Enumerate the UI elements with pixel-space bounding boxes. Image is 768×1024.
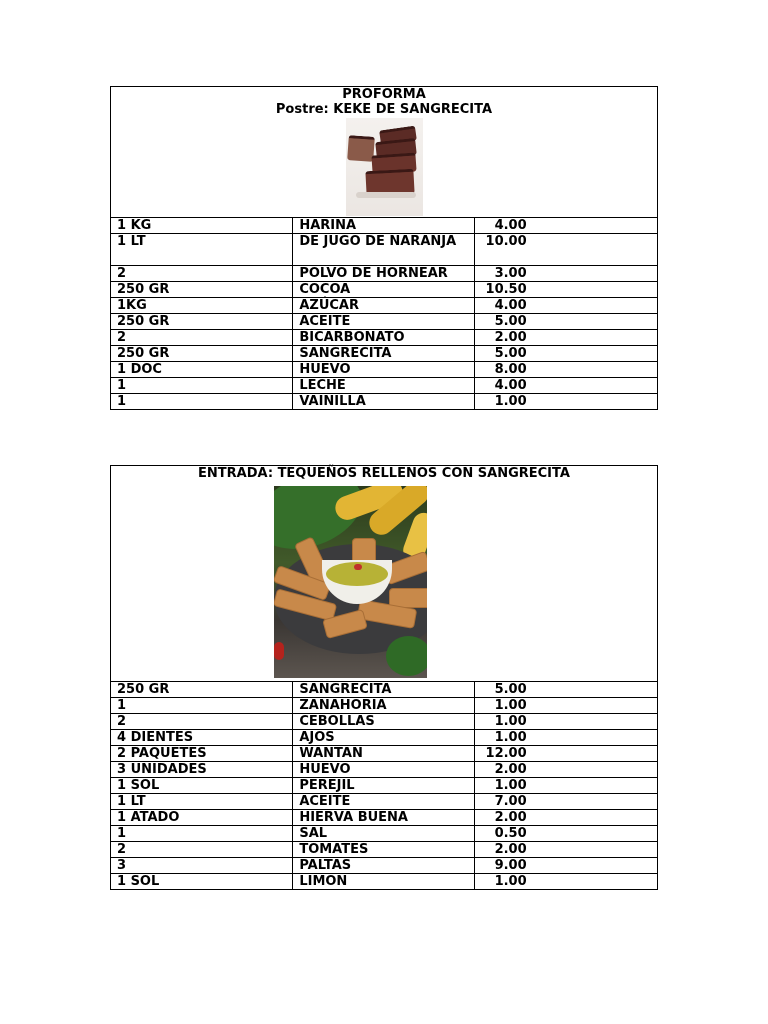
price-cell — [474, 842, 657, 858]
qty-cell: 1 SOL — [111, 778, 293, 794]
table-row — [111, 842, 658, 858]
price-cell — [474, 378, 657, 394]
price-value: 1.00 — [494, 698, 527, 713]
price-cell — [474, 714, 657, 730]
entrada-table — [110, 465, 658, 890]
price-cell — [474, 682, 657, 698]
qty-cell: 250 GR — [111, 314, 293, 330]
qty-cell: 3 — [111, 858, 293, 874]
item-cell: ACEITE — [293, 314, 474, 330]
qty-cell: 2 — [111, 266, 293, 282]
item-cell: AZÚCAR — [293, 298, 474, 314]
qty-cell: 1 LT — [111, 794, 293, 810]
table-row — [111, 810, 658, 826]
price-value: 5.00 — [494, 314, 527, 329]
price-cell — [474, 826, 657, 842]
price-cell — [474, 730, 657, 746]
price-cell — [474, 778, 657, 794]
qty-cell: 2 — [111, 842, 293, 858]
item-cell: TOMATES — [293, 842, 474, 858]
item-cell: HIERVA BUENA — [293, 810, 474, 826]
price-cell — [474, 218, 657, 234]
price-cell — [474, 858, 657, 874]
price-value: 10.00 — [485, 234, 527, 249]
qty-cell: 2 — [111, 714, 293, 730]
table-row — [111, 730, 658, 746]
qty-cell: 2 — [111, 330, 293, 346]
page-title: PROFORMA — [342, 87, 426, 102]
item-cell: ACEITE — [293, 794, 474, 810]
qty-cell: 250 GR — [111, 346, 293, 362]
qty-cell: 4 DIENTES — [111, 730, 293, 746]
price-value: 8.00 — [494, 362, 527, 377]
item-cell: ZANAHORIA — [293, 698, 474, 714]
tequenos-image — [274, 486, 427, 678]
price-value: 3.00 — [494, 266, 527, 281]
entrada-header-cell — [111, 466, 658, 682]
price-value: 9.00 — [494, 858, 527, 873]
qty-cell: 1 — [111, 698, 293, 714]
item-cell: CEBOLLAS — [293, 714, 474, 730]
price-value: 4.00 — [494, 218, 527, 233]
item-cell: LIMON — [293, 874, 474, 890]
price-cell — [474, 810, 657, 826]
price-value: 4.00 — [494, 378, 527, 393]
table-row — [111, 762, 658, 778]
item-cell: PEREJIL — [293, 778, 474, 794]
price-value: 2.00 — [494, 810, 527, 825]
table-row — [111, 682, 658, 698]
price-cell — [474, 266, 657, 282]
item-cell: PALTAS — [293, 858, 474, 874]
table-row — [111, 234, 658, 266]
item-cell: AJOS — [293, 730, 474, 746]
qty-cell: 1 — [111, 394, 293, 410]
table-row — [111, 346, 658, 362]
qty-cell: 1KG — [111, 298, 293, 314]
qty-cell: 250 GR — [111, 682, 293, 698]
table-row — [111, 794, 658, 810]
price-value: 5.00 — [494, 346, 527, 361]
item-cell: HUEVO — [293, 762, 474, 778]
qty-cell: 1 SOL — [111, 874, 293, 890]
price-value: 10.50 — [485, 282, 527, 297]
item-cell: WANTAN — [293, 746, 474, 762]
price-value: 1.00 — [494, 394, 527, 409]
postre-table — [110, 86, 658, 410]
item-cell: BICARBONATO — [293, 330, 474, 346]
table-row — [111, 826, 658, 842]
price-cell — [474, 794, 657, 810]
price-value: 1.00 — [494, 730, 527, 745]
table-row — [111, 714, 658, 730]
qty-cell: 250 GR — [111, 282, 293, 298]
table-row — [111, 282, 658, 298]
qty-cell: 1 LT — [111, 234, 293, 266]
price-cell — [474, 314, 657, 330]
table-row — [111, 362, 658, 378]
price-value: 5.00 — [494, 682, 527, 697]
cake-image — [346, 118, 423, 216]
item-cell: POLVO DE HORNEAR — [293, 266, 474, 282]
price-cell — [474, 282, 657, 298]
price-value: 0.50 — [494, 826, 527, 841]
price-cell — [474, 874, 657, 890]
qty-cell: 1 — [111, 826, 293, 842]
table-row — [111, 298, 658, 314]
price-cell — [474, 234, 657, 266]
price-value: 1.00 — [494, 874, 527, 889]
price-value: 7.00 — [494, 794, 527, 809]
item-cell: SAL — [293, 826, 474, 842]
postre-header-cell — [111, 87, 658, 218]
price-value: 2.00 — [494, 842, 527, 857]
price-cell — [474, 330, 657, 346]
table-row — [111, 874, 658, 890]
price-value: 2.00 — [494, 330, 527, 345]
table-row — [111, 394, 658, 410]
table-row — [111, 330, 658, 346]
price-cell — [474, 362, 657, 378]
entrada-title: ENTRADA: TEQUEÑOS RELLENOS CON SANGRECITA — [198, 466, 570, 481]
item-cell: HUEVO — [293, 362, 474, 378]
item-cell: COCOA — [293, 282, 474, 298]
price-cell — [474, 298, 657, 314]
qty-cell: 1 KG — [111, 218, 293, 234]
item-cell: LECHE — [293, 378, 474, 394]
qty-cell: 3 UNIDADES — [111, 762, 293, 778]
item-cell: VAINILLA — [293, 394, 474, 410]
table-row — [111, 698, 658, 714]
table-row — [111, 218, 658, 234]
price-cell — [474, 346, 657, 362]
price-value: 12.00 — [485, 746, 527, 761]
item-cell: SANGRECITA — [293, 682, 474, 698]
table-row — [111, 266, 658, 282]
price-value: 4.00 — [494, 298, 527, 313]
table-row — [111, 778, 658, 794]
qty-cell: 1 — [111, 378, 293, 394]
qty-cell: 2 PAQUETES — [111, 746, 293, 762]
price-cell — [474, 746, 657, 762]
item-cell: DE JUGO DE NARANJA — [293, 234, 474, 266]
price-value: 1.00 — [494, 778, 527, 793]
price-cell — [474, 394, 657, 410]
qty-cell: 1 DOC — [111, 362, 293, 378]
item-cell: HARINA — [293, 218, 474, 234]
price-value: 1.00 — [494, 714, 527, 729]
table-row — [111, 378, 658, 394]
postre-subtitle: Postre: KEKE DE SANGRECITA — [275, 102, 493, 117]
table-row — [111, 314, 658, 330]
price-value: 2.00 — [494, 762, 527, 777]
price-cell — [474, 698, 657, 714]
qty-cell: 1 ATADO — [111, 810, 293, 826]
table-row — [111, 858, 658, 874]
table-row — [111, 746, 658, 762]
price-cell — [474, 762, 657, 778]
item-cell: SANGRECITA — [293, 346, 474, 362]
